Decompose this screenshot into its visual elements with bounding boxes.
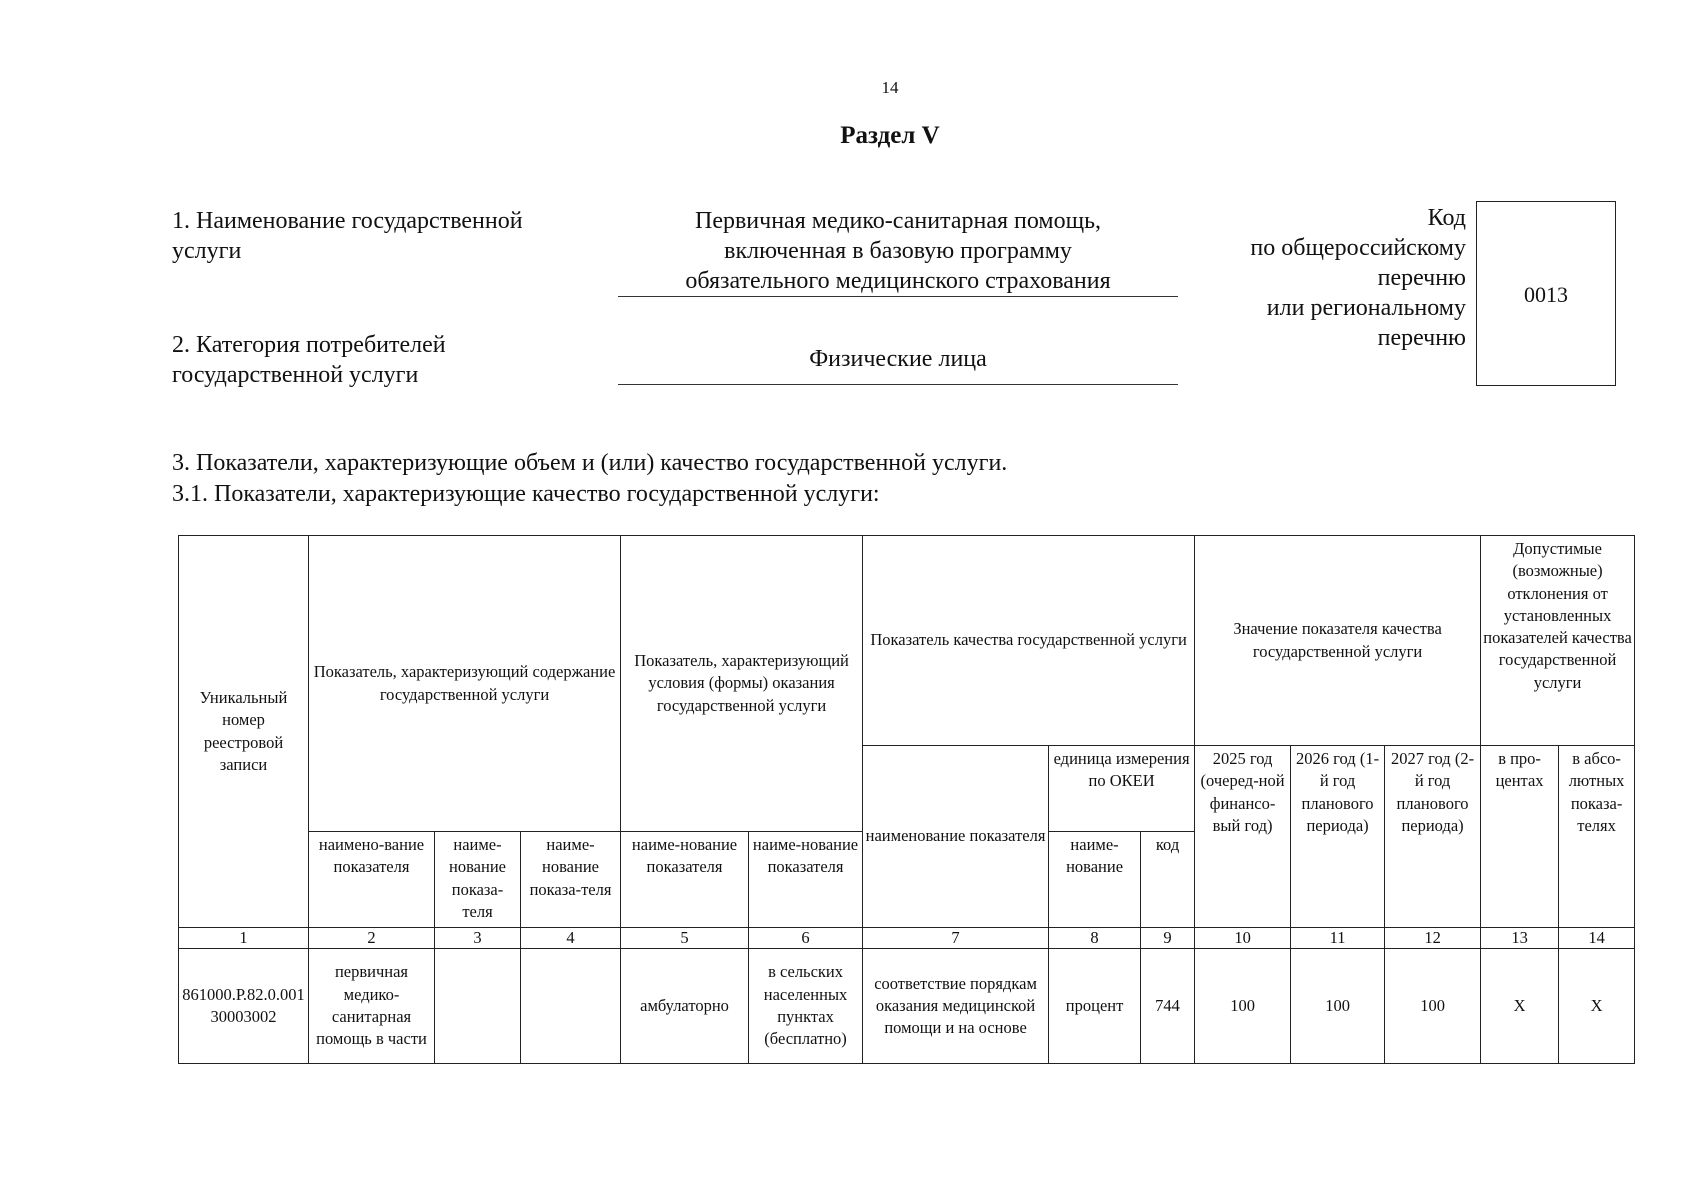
cell-value-2025: 100: [1195, 949, 1291, 1064]
code-label-line: или региональному: [1266, 295, 1466, 321]
cell-quality-indicator: [863, 949, 1049, 1064]
code-label-line: перечню: [1377, 265, 1466, 291]
cell-value-2027: 100: [1385, 949, 1481, 1064]
consumer-category-label-line: 2. Категория потребителей: [172, 332, 446, 358]
section-heading-3: 3. Показатели, характеризующие объем и (или) качество государственной услуги.: [172, 450, 1008, 476]
subheader-col-3: наиме-нование показа-теля: [435, 832, 521, 928]
consumer-category-label: [172, 330, 592, 390]
cell-location: в сельских населенных пунктах (бесплатно): [749, 949, 863, 1064]
code-label-line: Код: [1427, 205, 1466, 231]
service-name-label: [172, 206, 592, 266]
quality-indicators-table: [178, 535, 1635, 1064]
header-quality-indicator: Показатель качества государственной услуги: [863, 536, 1195, 746]
header-year-2027: 2027 год (2-й год планового периода): [1385, 746, 1481, 928]
header-unit-code: код: [1141, 832, 1195, 928]
column-number: 4: [521, 928, 621, 949]
column-number: 11: [1291, 928, 1385, 949]
column-number: 9: [1141, 928, 1195, 949]
column-number: 14: [1559, 928, 1635, 949]
column-numbers-row: [179, 928, 1635, 949]
service-name-label-line: 1. Наименование государственной: [172, 208, 523, 234]
column-number: 6: [749, 928, 863, 949]
cell-col-4: [521, 949, 621, 1064]
column-number: 12: [1385, 928, 1481, 949]
column-number: 3: [435, 928, 521, 949]
column-number: 13: [1481, 928, 1559, 949]
cell-col-3: [435, 949, 521, 1064]
header-okei-unit: единица измерения по ОКЕИ: [1049, 746, 1195, 832]
service-name-value-line: включенная в базовую программу: [724, 238, 1072, 264]
cell-registry-number-text: 861000.Р.82.0.00130003002: [182, 984, 305, 1026]
header-conditions-indicator: Показатель, характеризующий условия (формы) оказания государственной услуги: [621, 536, 863, 832]
section-title: Раздел V: [840, 122, 940, 149]
cell-content-indicator-text: первичная медико-санитарная помощь в части: [316, 962, 427, 1049]
code-box: 0013: [1476, 201, 1616, 386]
cell-unit-code: 744: [1141, 949, 1195, 1064]
section-heading-3-1: 3.1. Показатели, характеризующие качество государственной услуги:: [172, 481, 880, 507]
header-deviation-percent: в про-центах: [1481, 746, 1559, 928]
header-year-2026: 2026 год (1-й год планового периода): [1291, 746, 1385, 928]
service-name-label-line: услуги: [172, 238, 242, 264]
column-number: 5: [621, 928, 749, 949]
header-allowed-deviation: Допустимые (возможные) отклонения от установленных показателей качества государственной услуги: [1481, 536, 1635, 746]
header-unit-name: наиме-нование: [1049, 832, 1141, 928]
cell-value-2026: 100: [1291, 949, 1385, 1064]
header-content-indicator: Показатель, характеризующий содержание государственной услуги: [309, 536, 621, 832]
header-indicator-name: наименование показателя: [863, 746, 1049, 928]
column-number: 7: [863, 928, 1049, 949]
subheader-col-4: наиме-нование показа-теля: [521, 832, 621, 928]
cell-registry-number: [179, 949, 309, 1064]
service-name-value-line: Первичная медико-санитарная помощь,: [694, 208, 1102, 234]
subheader-col-6: наиме-нование показателя: [749, 832, 863, 928]
column-number: 2: [309, 928, 435, 949]
cell-deviation-absolute: X: [1559, 949, 1635, 1064]
service-name-value: [618, 206, 1178, 297]
header-quality-value: Значение показателя качества государственной услуги: [1195, 536, 1481, 746]
header-unique-number: Уникальный номер реестровой записи: [179, 536, 309, 928]
table-row: [179, 949, 1635, 1064]
code-label: [1180, 203, 1466, 353]
column-number: 1: [179, 928, 309, 949]
cell-form: амбулаторно: [621, 949, 749, 1064]
consumer-category-value: Физические лица: [618, 344, 1178, 385]
cell-unit-name: процент: [1049, 949, 1141, 1064]
subheader-col-5: наиме-нование показателя: [621, 832, 749, 928]
page-number: 14: [881, 78, 899, 97]
code-label-line: по общероссийскому: [1250, 235, 1466, 261]
cell-deviation-percent: X: [1481, 949, 1559, 1064]
header-year-2025: 2025 год (очеред-ной финансо-вый год): [1195, 746, 1291, 928]
code-label-line: перечню: [1377, 325, 1466, 351]
consumer-category-label-line: государственной услуги: [172, 362, 419, 388]
subheader-col-2: наимено-вание показателя: [309, 832, 435, 928]
header-deviation-absolute: в абсо-лютных показа-телях: [1559, 746, 1635, 928]
cell-quality-indicator-text: соответствие порядкам оказания медицинской помощи и на основе: [874, 973, 1037, 1038]
service-name-value-line: обязательного медицинского страхования: [685, 268, 1111, 294]
column-number: 8: [1049, 928, 1141, 949]
column-number: 10: [1195, 928, 1291, 949]
cell-content-indicator: [309, 949, 435, 1064]
